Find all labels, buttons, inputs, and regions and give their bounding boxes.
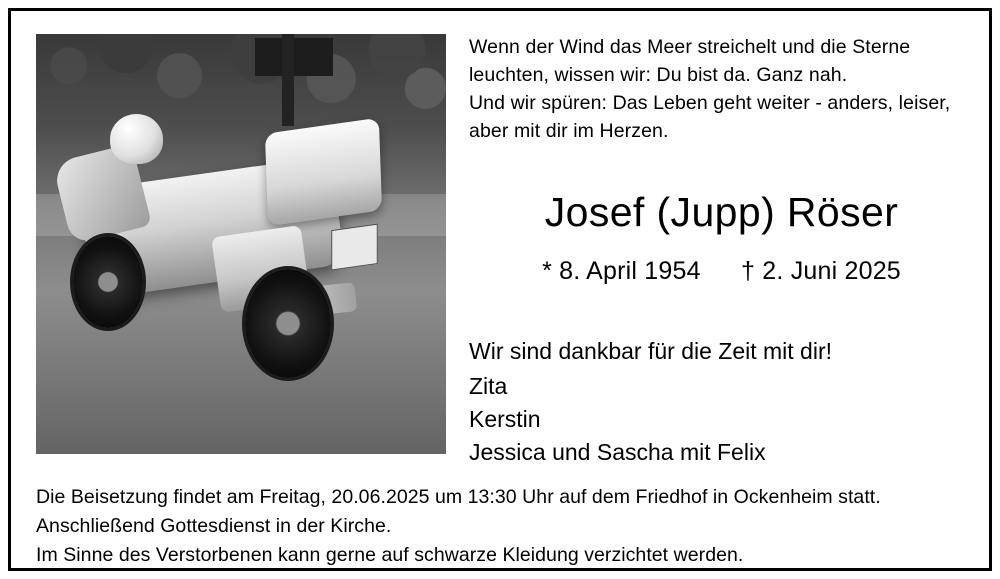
- motorcycle-shape: [36, 34, 446, 454]
- verse-line-1: Wenn der Wind das Meer streichelt und die Sterne: [469, 36, 911, 58]
- topcase-shape: [265, 118, 382, 227]
- verse-line-3: Und wir spüren: Das Leben geht weiter - anders, leiser,: [469, 92, 951, 114]
- obituary-card: [8, 8, 992, 571]
- verse-block: [469, 33, 974, 145]
- family-member-2: Kerstin: [469, 406, 541, 432]
- family-member-3: Jessica und Sascha mit Felix: [469, 439, 766, 465]
- funeral-line-1: Die Beisetzung findet am Freitag, 20.06.2025 um 13:30 Uhr auf dem Friedhof in Ockenheim statt.: [36, 486, 881, 508]
- photo-background: [36, 34, 446, 454]
- motorcycle-photo: [36, 34, 446, 454]
- family-list: [469, 370, 974, 469]
- license-plate-shape: [331, 224, 378, 271]
- verse-line-2: leuchten, wissen wir: Du bist da. Ganz nah.: [469, 64, 848, 86]
- rear-wheel: [245, 269, 331, 378]
- death-date: † 2. Juni 2025: [741, 257, 901, 285]
- funeral-details: [36, 483, 966, 570]
- text-column: [469, 33, 974, 469]
- funeral-line-2: Anschließend Gottesdienst in der Kirche.: [36, 515, 392, 537]
- verse-line-4: aber mit dir im Herzen.: [469, 120, 669, 142]
- funeral-line-3: Im Sinne des Verstorbenen kann gerne auf schwarze Kleidung verzichtet werden.: [36, 544, 744, 566]
- family-member-1: Zita: [469, 373, 508, 399]
- deceased-name: Josef (Jupp) Röser: [544, 189, 899, 235]
- helmet-shape: [110, 114, 163, 164]
- birth-date: * 8. April 1954: [542, 257, 701, 285]
- life-dates: [469, 257, 974, 286]
- front-wheel: [73, 236, 143, 328]
- thanks-line: Wir sind dankbar für die Zeit mit dir!: [469, 338, 833, 364]
